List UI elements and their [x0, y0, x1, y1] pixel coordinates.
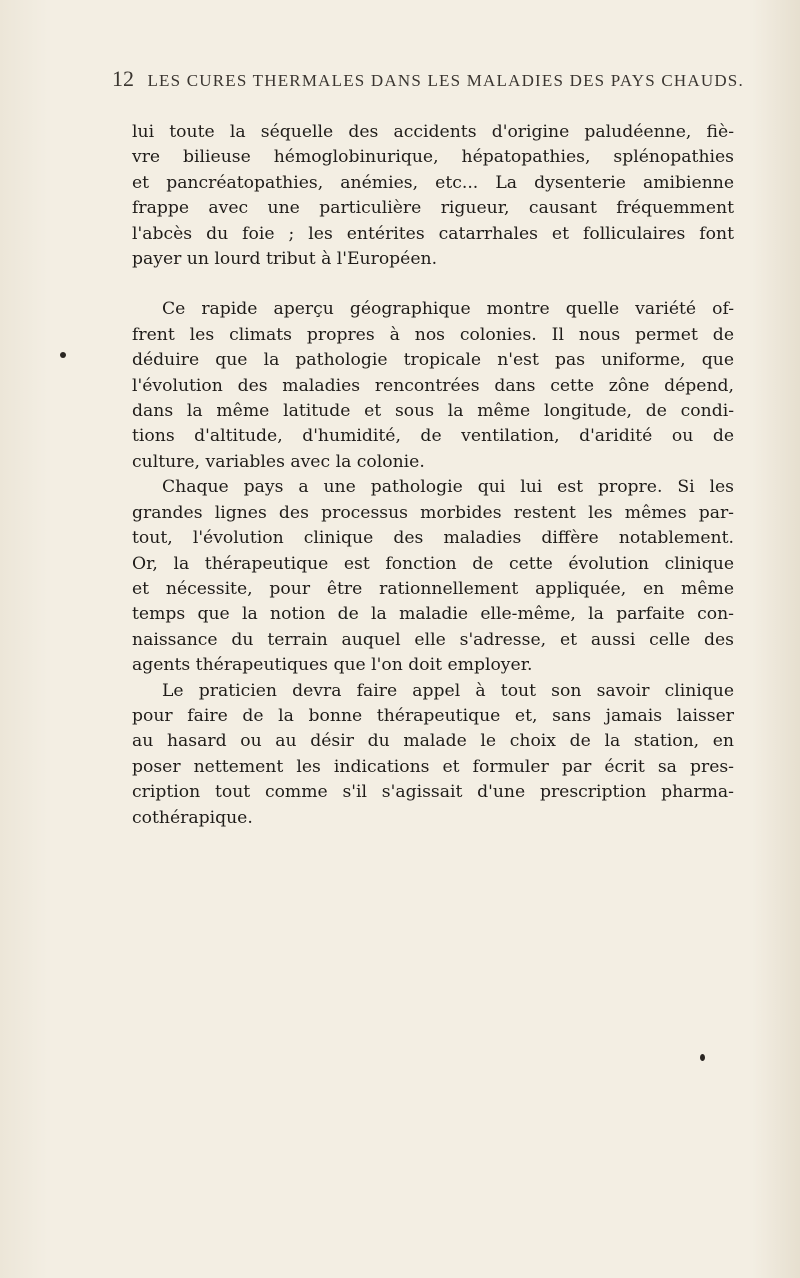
text-line: au hasard ou au désir du malade le choix de la station, en: [132, 731, 734, 752]
text-line: l'abcès du foie ; les entérites catarrhales et folliculaires font: [132, 223, 734, 244]
text-line: déduire que la pathologie tropicale n'est pas uniforme, que: [132, 350, 734, 371]
text-line: et nécessite, pour être rationnellement appliquée, en même: [132, 578, 734, 599]
ink-speck: [700, 1054, 705, 1061]
text-line: payer un lourd tribut à l'Européen.: [132, 249, 438, 270]
text-line: Ce rapide aperçu géographique montre quelle variété of-: [162, 299, 734, 320]
text-line: tions d'altitude, d'humidité, de ventilation, d'aridité ou de: [132, 426, 734, 447]
text-line: Le praticien devra faire appel à tout son savoir clinique: [162, 680, 734, 701]
text-line: agents thérapeutiques que l'on doit employer.: [132, 655, 533, 676]
text-line: poser nettement les indications et formuler par écrit sa pres-: [132, 756, 734, 777]
text-line: naissance du terrain auquel elle s'adresse, et aussi celle des: [132, 629, 734, 650]
ink-speck: [60, 352, 66, 358]
paragraph-gap: [132, 272, 734, 297]
text-line: lui toute la séquelle des accidents d'origine paludéenne, fiè-: [132, 122, 734, 142]
text-line: vre bilieuse hémoglobinurique, hépatopathies, splénopathies: [132, 147, 734, 168]
text-line: pour faire de la bonne thérapeutique et, sans jamais laisser: [132, 705, 734, 726]
text-line: grandes lignes des processus morbides restent les mêmes par-: [132, 502, 734, 523]
text-line: frappe avec une particulière rigueur, causant fréquemment: [132, 198, 734, 219]
paragraph-3: [132, 475, 734, 678]
paragraph-1: [132, 120, 734, 272]
text-line: Chaque pays a une pathologie qui lui est propre. Si les: [162, 477, 734, 498]
paragraph-2: [132, 297, 734, 475]
body-text: [132, 120, 734, 831]
text-line: tout, l'évolution clinique des maladies diffère notablement.: [132, 528, 734, 549]
text-line: cothérapique.: [132, 807, 253, 828]
text-line: dans la même latitude et sous la même longitude, de condi-: [132, 401, 734, 422]
text-line: temps que la notion de la maladie elle-même, la parfaite con-: [132, 604, 734, 625]
text-line: frent les climats propres à nos colonies. Il nous permet de: [132, 324, 734, 345]
text-line: l'évolution des maladies rencontrées dans cette zône dépend,: [132, 375, 734, 396]
header-title: LES CURES THERMALES DANS LES MALADIES DES PAYS CHAUDS.: [147, 71, 744, 90]
text-line: culture, variables avec la colonie.: [132, 451, 425, 472]
text-line: Or, la thérapeutique est fonction de cette évolution clinique: [132, 553, 734, 574]
page-number: 12: [112, 66, 134, 91]
running-header: [112, 66, 752, 92]
text-line: et pancréatopathies, anémies, etc... La dysenterie amibienne: [132, 172, 734, 193]
paragraph-4: [132, 679, 734, 831]
text-line: cription tout comme s'il s'agissait d'une prescription pharma-: [132, 782, 734, 803]
